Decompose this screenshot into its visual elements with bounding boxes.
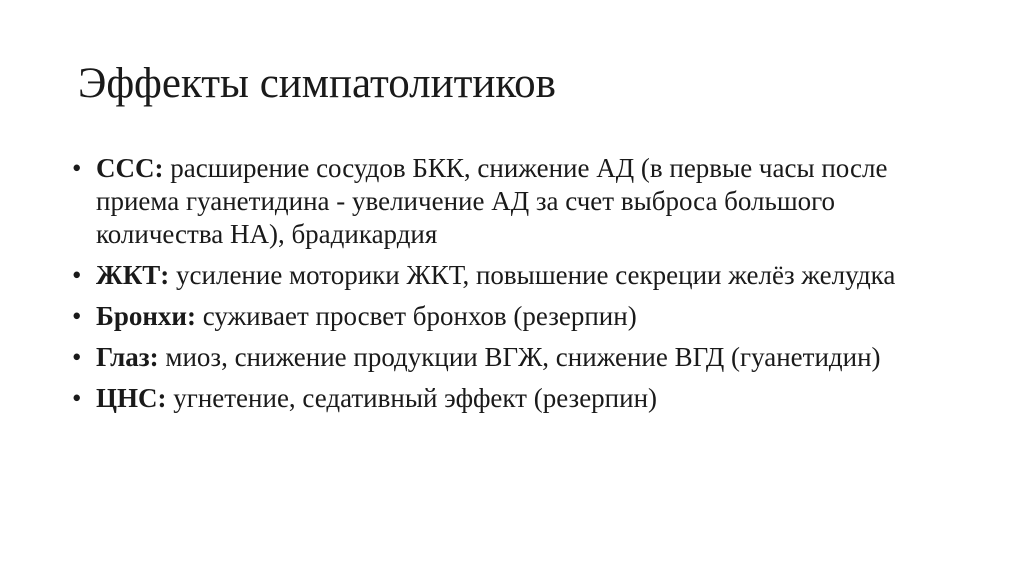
bullet-term: Бронхи: bbox=[96, 301, 196, 331]
bullet-marker-icon: • bbox=[72, 342, 82, 372]
bullet-marker-icon: • bbox=[72, 383, 82, 413]
bullet-item-zhkt bbox=[72, 259, 902, 292]
bullet-term: ЦНС: bbox=[96, 383, 167, 413]
bullet-term: ЖКТ: bbox=[96, 260, 170, 290]
bullet-item-eye bbox=[72, 341, 902, 374]
bullet-text: угнетение, седативный эффект (резерпин) bbox=[166, 383, 658, 413]
bullet-term: Глаз: bbox=[96, 342, 159, 372]
bullet-item-bronchi bbox=[72, 300, 902, 333]
bullet-term: ССС: bbox=[96, 153, 164, 183]
bullet-text: расширение сосудов БКК, снижение АД (в первые часы после приема гуанетидина - увеличение АД за счет выброса большого количества НА), брадикардия bbox=[96, 153, 888, 249]
bullet-marker-icon: • bbox=[72, 301, 82, 331]
bullet-item-sss bbox=[72, 152, 902, 251]
slide-title: Эффекты симпатолитиков bbox=[78, 60, 556, 107]
bullet-text: усиление моторики ЖКТ, повышение секреции желёз желудка bbox=[169, 260, 896, 290]
bullet-text: миоз, снижение продукции ВГЖ, снижение ВГД (гуанетидин) bbox=[158, 342, 881, 372]
bullet-item-cns bbox=[72, 382, 902, 415]
bullet-list bbox=[72, 152, 902, 423]
bullet-marker-icon: • bbox=[72, 260, 82, 290]
bullet-text: суживает просвет бронхов (резерпин) bbox=[195, 301, 637, 331]
bullet-marker-icon: • bbox=[72, 153, 82, 183]
